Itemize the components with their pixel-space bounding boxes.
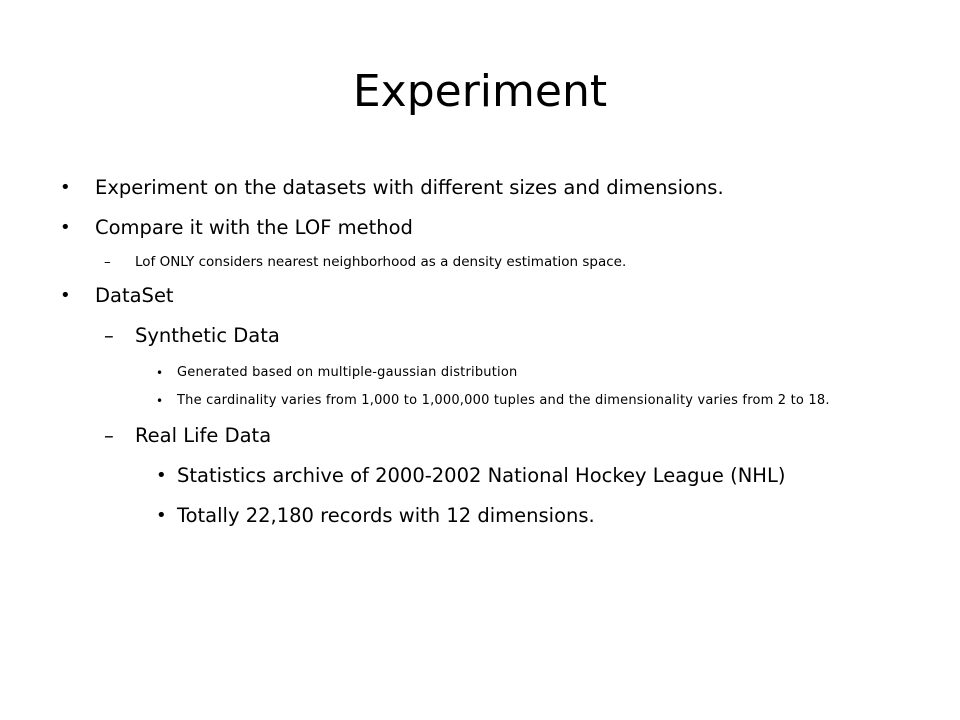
bullet-dot: •	[60, 285, 71, 306]
dash-marker: –	[104, 324, 114, 347]
sub-sub-bullet-text: Totally 22,180 records with 12 dimensions.	[177, 504, 595, 527]
sub-sub-bullet-item	[60, 360, 900, 386]
sub-sub-bullet-item	[60, 390, 900, 412]
bullet-dot: •	[156, 366, 164, 380]
bullet-dot: •	[156, 505, 167, 526]
sub-bullet-text: Real Life Data	[135, 424, 272, 447]
sub-bullet-item	[60, 248, 900, 276]
sub-bullet-item	[60, 416, 900, 456]
bullet-dot: •	[60, 177, 71, 198]
bullet-dot: •	[60, 217, 71, 238]
bullet-dot: •	[156, 465, 167, 486]
bullet-text: DataSet	[95, 284, 174, 307]
bullet-item	[60, 168, 900, 208]
sub-bullet-text: Lof ONLY considers nearest neighborhood as a density estimation space.	[135, 254, 627, 270]
sub-sub-bullet-text: The cardinality varies from 1,000 to 1,000,000 tuples and the dimensionality varies from 2 to 18.	[177, 393, 830, 408]
bullet-text: Compare it with the LOF method	[95, 216, 413, 239]
sub-bullet-item	[60, 316, 900, 356]
sub-sub-bullet-text: Generated based on multiple-gaussian distribution	[177, 365, 518, 380]
sub-sub-bullet-item	[60, 456, 900, 496]
slide-content	[60, 168, 900, 536]
bullet-item	[60, 208, 900, 248]
bullet-item	[60, 276, 900, 316]
bullet-dot: •	[156, 394, 164, 408]
bullet-text: Experiment on the datasets with different sizes and dimensions.	[95, 176, 724, 199]
sub-bullet-text: Synthetic Data	[135, 324, 280, 347]
dash-marker: –	[104, 424, 114, 447]
sub-sub-bullet-item	[60, 496, 900, 536]
sub-sub-bullet-text: Statistics archive of 2000-2002 National Hockey League (NHL)	[177, 464, 786, 487]
slide-title: Experiment	[352, 66, 608, 117]
dash-marker: –	[104, 254, 111, 270]
